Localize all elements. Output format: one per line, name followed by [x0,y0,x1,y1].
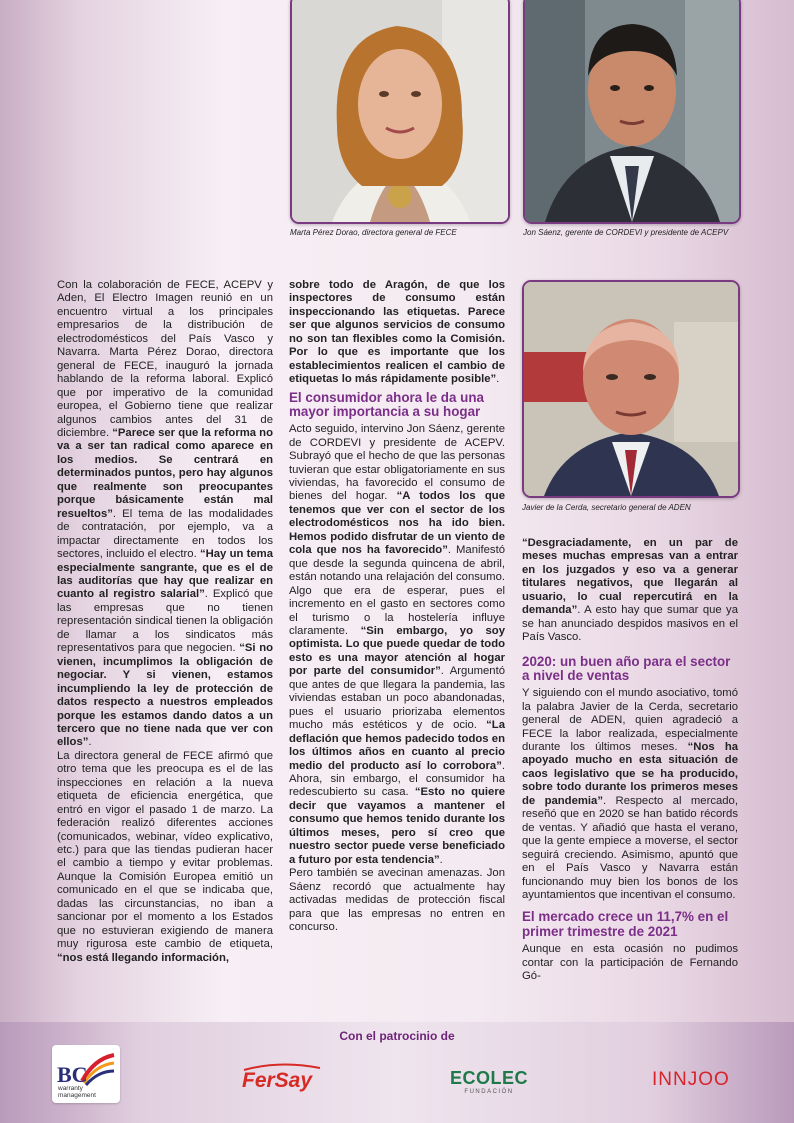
paragraph: Pero también se avecinan amenazas. Jon Sáenz recordó que actualmente hay activadas medidas de protección fiscal para que las empresas no entren en concurso. [289,867,505,933]
sponsor-title: Con el patrocinio de [339,1029,455,1043]
article-column-1 [57,279,273,965]
photo-jon-saenz [523,0,741,224]
photo-caption: Jon Sáenz, gerente de CORDEVI y presidente de ACEPV [523,228,729,237]
section-heading: El mercado crece un 11,7% en el primer trimestre de 2021 [522,909,729,940]
paragraph: “Desgraciadamente, en un par de meses muchas empresas van a entrar en los juzgados y eso va a generar titulares negativos, que llegarán al usuario, lo cual repercutirá en la demanda”. A esto hay que sumar que ya se han anunciado despidos masivos en el País Vasco. [522,537,738,644]
photo-javier-de-la-cerda [522,280,740,498]
paragraph: sobre todo de Aragón, de que los inspectores de consumo están inspeccionando las etiquetas. Parece ser que algunos servicios de consumo no son tan flexibles como la Comisión. Por lo que es importante que los establecimientos realicen el cambio de etiquetas lo más rápidamente posible”. [289,279,505,386]
photo-caption: Javier de la Cerda, secretario general de ADEN [522,503,691,512]
ecolec-logo: ECOLEC FUNDACIÓN [449,1068,528,1095]
article-column-3 [522,537,738,983]
paragraph: Con la colaboración de FECE, ACEPV y Aden, El Electro Imagen reunió en un encuentro virtual a los principales empresarios de la distribución de electrodomésticos del País Vasco y Navarra. Marta Pérez Dorao, directora general de FECE, inauguró la jornada hablando de la reforma laboral. Explicó que por imperativo de la comunidad europea, el Gobierno tiene que realizar algunos cambios antes del 31 de diciembre. “Parece ser que la reforma no va a ser tan radical como aparece en los medios. Se centrará en determinados puntos, pero hay algunos que realmente son preocupantes porque básicamente están mal resueltos”. El tema de las modalidades de contratación, por ejemplo, va a impactar directamente en todos los sectores, incluido el electro. “Hay un tema especialmente sangrante, que es el de las auditorías que hay que realizar en cuanto al registro salarial”. Explicó que las empresas que no tienen representación sindical tienen la obligación de llamar a los sindicatos más representativos para que negocien. “Si no vienen, incumplimos la obligación de negociar. Y si vienen, estamos incumpliendo la ley de protección de datos respecto a nuestros empleados porque les estamos dando datos a un tercero que no tiene nada que ver con ellos”. [57,279,273,749]
photo-marta-perez-dorao [290,0,510,224]
paragraph: Acto seguido, intervino Jon Sáenz, gerente de CORDEVI y presidente de ACEPV. Subrayó que el hecho de que las personas tuvieran que estar obligatoriamente en sus viviendas, ha favorecido el consumo de bienes del hogar. “A todos los que tenemos que ver con el sector de los electrodomésticos nos ha ido bien. Hemos podido disfrutar de un viento de cola que nos ha favorecido”. Manifestó que desde la segunda quincena de abril, están notando una relajación del consumo. Algo que era de esperar, pues el incremento en el gasto en sectores como el turismo o la hostelería influye claramente. “Sin embargo, yo soy optimista. Lo que puede quedar de todo esto es una mayor atención al hogar por parte del consumidor”. Argumentó que antes de que llegara la pandemia, las viviendas estaban un poco abandonadas, pues el usuario priorizaba elementos mucho más estéticos y de ocio. “La deflación que hemos padecido todos en los últimos años en cuanto al precio medio del producto así lo corrobora”. Ahora, sin embargo, el consumidor ha redescubierto su casa. “Esto no quiere decir que vayamos a mantener el consumo que hemos tenido durante los últimos meses, pero sí creo que nuestro sector puede verse beneficiado a futuro por esta tendencia”. [289,423,505,866]
innjoo-logo: INNJOO [652,1069,730,1090]
photo-caption: Marta Pérez Dorao, directora general de FECE [290,228,457,237]
bc-warranty-logo: BC warranty management [52,1045,120,1103]
paragraph: Aunque en esta ocasión no pudimos contar con la participación de Fernando Gó- [522,943,738,982]
paragraph: Y siguiendo con el mundo asociativo, tomó la palabra Javier de la Cerda, secretario general de ADEN, quien agradeció a FECE la labor realizada, especialmente durante los últimos meses. “Nos ha apoyado mucho en esta situación de caos legislativo que se ha producido, sobre todo durante los primeros meses de pandemia”. Respecto al mercado, reseñó que en 2020 se han batido récords de ventas. Y añadió que hasta el verano, que la gente empiece a moverse, el sector seguirá creciendo. Asimismo, apuntó que en el País Vasco y Navarra están funcionando muy bien los bonos de los ayuntamientos que incentivan el consumo. [522,687,739,902]
section-heading: 2020: un buen año para el sector a nivel de ventas [522,653,731,684]
fersay-logo: FerSay [240,1062,324,1096]
section-heading: El consumidor ahora le da una mayor importancia a su hogar [289,389,484,420]
article-column-2 [289,279,505,934]
paragraph: La directora general de FECE afirmó que otro tema que les preocupa es el de las inspecciones en relación a la nueva etiqueta de eficiencia energética, que entró en vigor el pasado 1 de marzo. La federación realizó diferentes acciones (comunicados, webinar, vídeo explicativo, etc.) para que las tiendas pudieran hacer el cambio a tiempo y evitar problemas. Aunque la Comisión Europea emitió un comunicado en el que se indicaba que, dadas las circunstancias, no iban a sancionar por el momento a los Estados que no estuvieran exigiendo de manera muy rigurosa este cambio de etiqueta, “nos está llegando información, [57,749,273,964]
